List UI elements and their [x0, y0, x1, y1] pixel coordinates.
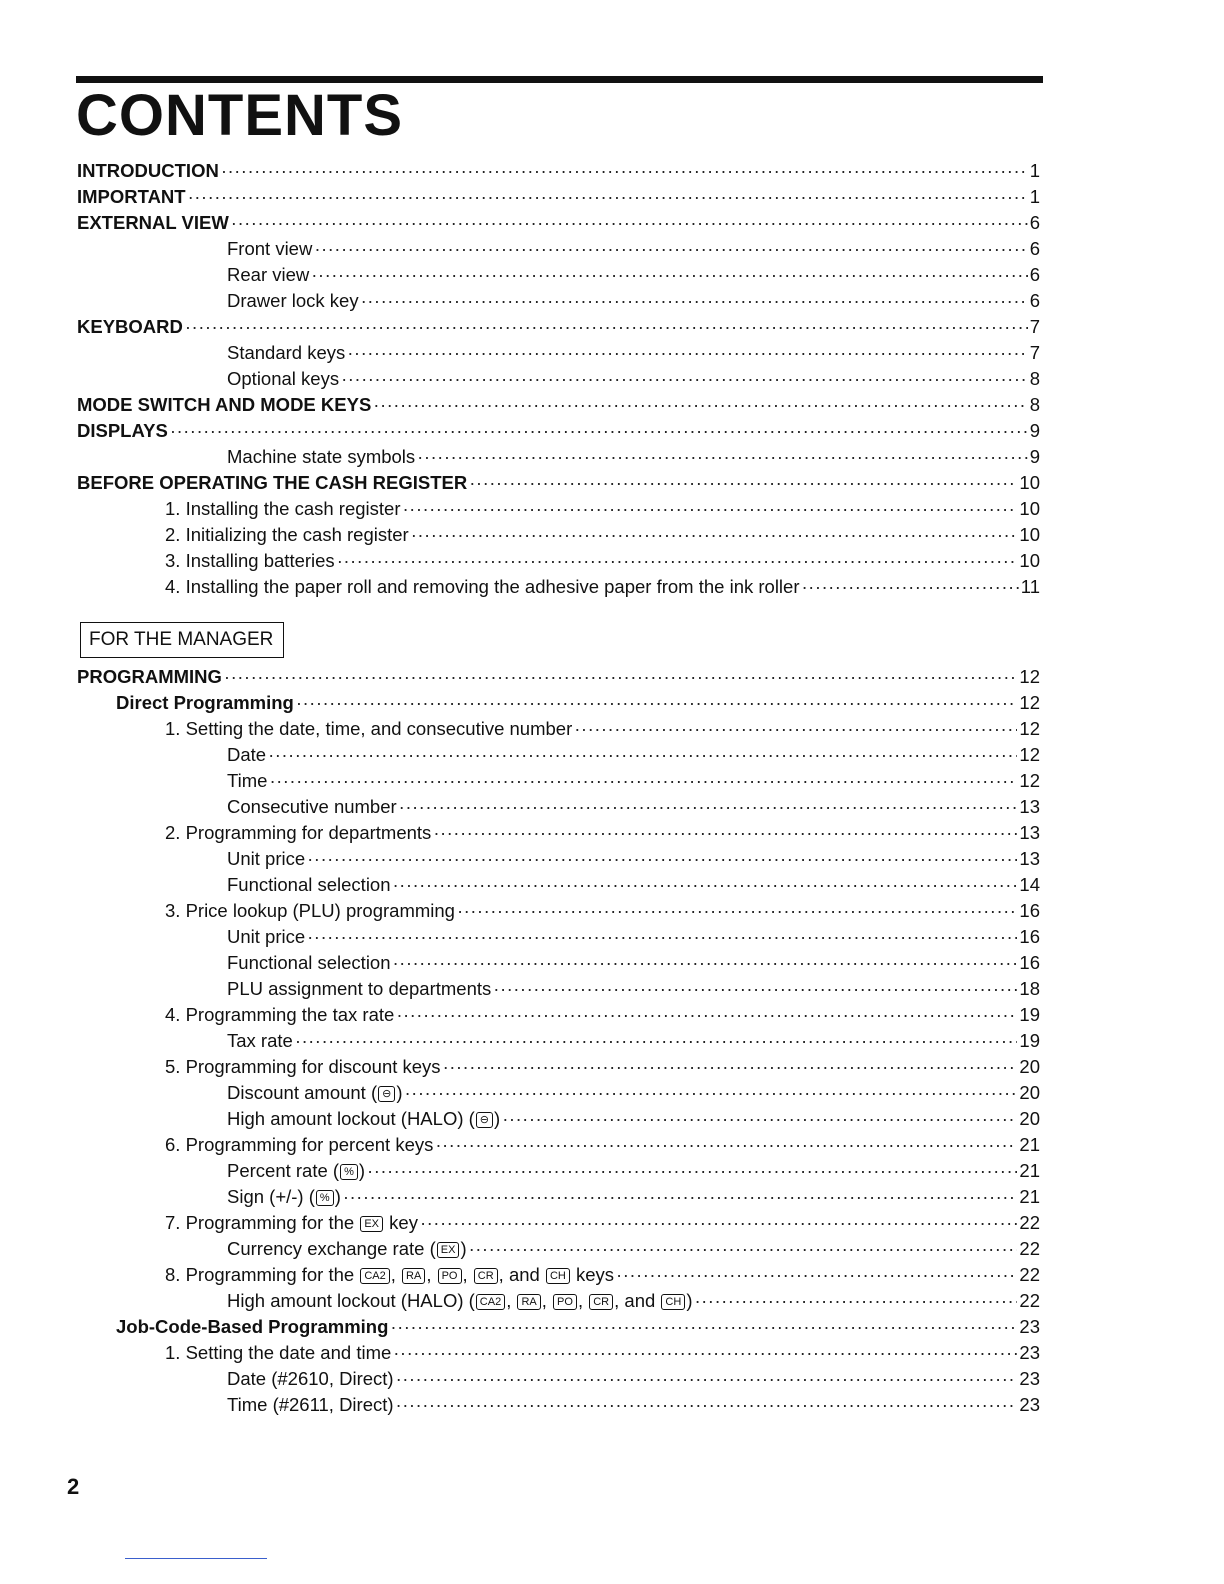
toc-entry — [77, 1392, 1040, 1418]
toc-entry — [77, 1002, 1040, 1028]
toc-dot-leader — [396, 1392, 1018, 1418]
toc-entry-page: 7 — [1029, 342, 1040, 363]
toc-entry — [77, 392, 1040, 418]
toc-dot-leader — [502, 1106, 1017, 1132]
toc-entry-label: 4. Programming the tax rate — [165, 1004, 395, 1025]
toc-entry — [77, 1184, 1040, 1210]
toc-entry — [77, 1028, 1040, 1054]
toc-entry-page: 16 — [1019, 952, 1040, 973]
key-glyph-icon: CR — [474, 1268, 498, 1284]
toc-dot-leader — [390, 1314, 1017, 1340]
toc-entry — [77, 496, 1040, 522]
toc-entry-page: 20 — [1019, 1082, 1040, 1103]
bottom-line — [125, 1558, 267, 1559]
toc-entry — [77, 1132, 1040, 1158]
toc-entry-label: PLU assignment to departments — [227, 978, 492, 999]
key-glyph-icon: CA2 — [476, 1294, 505, 1310]
toc-dot-leader — [399, 794, 1018, 820]
toc-dot-leader — [221, 158, 1028, 184]
toc-entry-label: EXTERNAL VIEW — [77, 212, 229, 233]
toc-entry-label: Discount amount ( ⊖ ) — [227, 1082, 403, 1103]
toc-entry — [77, 340, 1040, 366]
toc-entry-page: 20 — [1019, 1108, 1040, 1129]
key-glyph-icon: ⊖ — [378, 1086, 395, 1102]
toc-dot-leader — [694, 1288, 1017, 1314]
toc-entry-page: 12 — [1019, 718, 1040, 739]
toc-entry-label: 2. Programming for departments — [165, 822, 432, 843]
key-glyph-icon: RA — [517, 1294, 540, 1310]
toc-entry-label: Functional selection — [227, 952, 391, 973]
toc-entry-label: 5. Programming for discount keys — [165, 1056, 441, 1077]
toc-entry-label: Machine state symbols — [227, 446, 416, 467]
toc-entry — [77, 288, 1040, 314]
toc-dot-leader — [307, 846, 1017, 872]
toc-entry — [77, 742, 1040, 768]
toc-dot-leader — [417, 444, 1028, 470]
toc-entry-page: 12 — [1019, 744, 1040, 765]
toc-entry — [77, 898, 1040, 924]
toc-entry-page: 22 — [1019, 1264, 1040, 1285]
toc-entry-page: 19 — [1019, 1030, 1040, 1051]
key-glyph-icon: CA2 — [360, 1268, 389, 1284]
toc-entry — [77, 1340, 1040, 1366]
toc-entry-label: Tax rate — [227, 1030, 293, 1051]
toc-entry-page: 12 — [1019, 692, 1040, 713]
toc-entry — [77, 574, 1040, 600]
toc-entry-label: 4. Installing the paper roll and removing the adhesive paper from the ink roller — [165, 576, 800, 597]
toc-entry-label: Percent rate ( % ) — [227, 1160, 366, 1181]
toc-entry — [77, 1366, 1040, 1392]
toc-entry-label: INTRODUCTION — [77, 160, 219, 181]
toc-entry-label: Time — [227, 770, 268, 791]
toc-entry — [77, 444, 1040, 470]
toc-dot-leader — [188, 184, 1028, 210]
toc-entry-page: 23 — [1019, 1342, 1040, 1363]
toc-entry-label: Sign (+/-) ( % ) — [227, 1186, 341, 1207]
toc-entry-page: 23 — [1019, 1316, 1040, 1337]
toc-dot-leader — [393, 1340, 1017, 1366]
toc-dot-leader — [802, 574, 1019, 600]
toc-section-manager — [77, 664, 1040, 1418]
toc-entry — [77, 314, 1040, 340]
toc-dot-leader — [420, 1210, 1017, 1236]
toc-entry-page: 12 — [1019, 770, 1040, 791]
toc-dot-leader — [457, 898, 1017, 924]
toc-entry-label: 7. Programming for the EX key — [165, 1212, 418, 1233]
toc-entry — [77, 950, 1040, 976]
toc-entry-page: 14 — [1019, 874, 1040, 895]
toc-entry — [77, 366, 1040, 392]
key-glyph-icon: CH — [661, 1294, 685, 1310]
page-title: CONTENTS — [76, 83, 403, 148]
toc-section-general — [77, 158, 1040, 600]
toc-dot-leader — [185, 314, 1028, 340]
toc-entry — [77, 418, 1040, 444]
toc-dot-leader — [469, 470, 1017, 496]
toc-entry — [77, 548, 1040, 574]
toc-entry — [77, 1054, 1040, 1080]
toc-entry-label: PROGRAMMING — [77, 666, 222, 687]
toc-entry — [77, 1262, 1040, 1288]
page-number: 2 — [67, 1474, 80, 1499]
toc-dot-leader — [231, 210, 1028, 236]
toc-entry-label: Consecutive number — [227, 796, 397, 817]
key-glyph-icon: RA — [402, 1268, 425, 1284]
toc-entry-label: Unit price — [227, 848, 306, 869]
toc-dot-leader — [341, 366, 1028, 392]
toc-dot-leader — [170, 418, 1028, 444]
toc-dot-leader — [393, 950, 1018, 976]
toc-entry-page: 16 — [1019, 900, 1040, 921]
toc-entry-label: MODE SWITCH AND MODE KEYS — [77, 394, 372, 415]
toc-entry-label: Time (#2611, Direct) — [227, 1394, 394, 1415]
toc-dot-leader — [469, 1236, 1018, 1262]
toc-entry-page: 6 — [1029, 290, 1040, 311]
toc-dot-leader — [268, 742, 1017, 768]
toc-dot-leader — [347, 340, 1027, 366]
toc-entry-label: Drawer lock key — [227, 290, 359, 311]
toc-entry — [77, 522, 1040, 548]
toc-entry-page: 10 — [1019, 498, 1040, 519]
toc-entry-page: 13 — [1019, 822, 1040, 843]
toc-entry-page: 23 — [1019, 1394, 1040, 1415]
toc-dot-leader — [367, 1158, 1017, 1184]
toc-dot-leader — [224, 664, 1018, 690]
toc-entry — [77, 1158, 1040, 1184]
toc-entry — [77, 872, 1040, 898]
toc-entry — [77, 470, 1040, 496]
toc-dot-leader — [343, 1184, 1018, 1210]
toc-dot-leader — [435, 1132, 1017, 1158]
toc-entry — [77, 924, 1040, 950]
toc-entry-page: 13 — [1019, 848, 1040, 869]
toc-dot-leader — [269, 768, 1017, 794]
toc-entry-label: Direct Programming — [116, 692, 294, 713]
key-glyph-icon: PO — [553, 1294, 577, 1310]
toc-dot-leader — [405, 1080, 1018, 1106]
toc-entry-page: 10 — [1019, 550, 1040, 571]
toc-entry-label: Job-Code-Based Programming — [116, 1316, 389, 1337]
toc-entry — [77, 1288, 1040, 1314]
toc-entry-label: Functional selection — [227, 874, 391, 895]
toc-entry-page: 10 — [1019, 524, 1040, 545]
toc-entry — [77, 846, 1040, 872]
toc-entry-label: KEYBOARD — [77, 316, 183, 337]
toc-entry-label: Front view — [227, 238, 313, 259]
toc-entry-page: 16 — [1019, 926, 1040, 947]
toc-entry-page: 18 — [1019, 978, 1040, 999]
toc-entry — [77, 976, 1040, 1002]
toc-dot-leader — [393, 872, 1018, 898]
key-glyph-icon: CH — [546, 1268, 570, 1284]
toc-entry — [77, 184, 1040, 210]
toc-entry-label: IMPORTANT — [77, 186, 186, 207]
toc-entry-label: 3. Price lookup (PLU) programming — [165, 900, 455, 921]
toc-dot-leader — [396, 1366, 1018, 1392]
toc-entry-label: 1. Setting the date, time, and consecutive number — [165, 718, 573, 739]
toc-dot-leader — [361, 288, 1028, 314]
toc-entry — [77, 794, 1040, 820]
toc-entry-page: 1 — [1029, 186, 1040, 207]
toc-dot-leader — [403, 496, 1018, 522]
toc-entry-page: 9 — [1029, 446, 1040, 467]
toc-entry-label: 3. Installing batteries — [165, 550, 335, 571]
toc-entry-label: Date — [227, 744, 267, 765]
toc-entry-label: 1. Setting the date and time — [165, 1342, 392, 1363]
toc-entry-page: 19 — [1019, 1004, 1040, 1025]
toc-dot-leader — [493, 976, 1017, 1002]
toc-dot-leader — [396, 1002, 1017, 1028]
toc-entry-page: 12 — [1019, 666, 1040, 687]
key-glyph-icon: ⊖ — [476, 1112, 493, 1128]
toc-entry — [77, 210, 1040, 236]
top-rule — [76, 76, 1043, 83]
toc-entry — [77, 768, 1040, 794]
toc-entry-page: 22 — [1019, 1238, 1040, 1259]
toc-entry — [77, 1106, 1040, 1132]
toc-dot-leader — [616, 1262, 1017, 1288]
toc-dot-leader — [373, 392, 1027, 418]
toc-entry — [77, 1314, 1040, 1340]
toc-entry-page: 8 — [1029, 394, 1040, 415]
toc-entry-label: DISPLAYS — [77, 420, 168, 441]
key-glyph-icon: % — [340, 1164, 358, 1180]
toc-entry — [77, 1210, 1040, 1236]
toc-entry-page: 21 — [1019, 1160, 1040, 1181]
toc-dot-leader — [411, 522, 1018, 548]
toc-dot-leader — [311, 262, 1027, 288]
toc-dot-leader — [443, 1054, 1018, 1080]
toc-entry-page: 10 — [1019, 472, 1040, 493]
toc-entry — [77, 1080, 1040, 1106]
toc-entry-page: 6 — [1029, 238, 1040, 259]
toc-entry-page: 21 — [1019, 1134, 1040, 1155]
toc-entry-page: 22 — [1019, 1290, 1040, 1311]
toc-entry-label: Standard keys — [227, 342, 346, 363]
key-glyph-icon: EX — [360, 1216, 383, 1232]
toc-entry-page: 6 — [1029, 212, 1040, 233]
toc-entry — [77, 716, 1040, 742]
key-glyph-icon: EX — [437, 1242, 460, 1258]
toc-entry-page: 8 — [1029, 368, 1040, 389]
toc-entry-page: 6 — [1029, 264, 1040, 285]
toc-entry-page: 23 — [1019, 1368, 1040, 1389]
toc-entry-label: Date (#2610, Direct) — [227, 1368, 394, 1389]
toc-dot-leader — [295, 1028, 1018, 1054]
table-of-contents — [77, 158, 1040, 1418]
toc-entry-label: 2. Initializing the cash register — [165, 524, 409, 545]
toc-dot-leader — [307, 924, 1017, 950]
toc-dot-leader — [314, 236, 1027, 262]
toc-entry-label: Unit price — [227, 926, 306, 947]
toc-dot-leader — [433, 820, 1017, 846]
toc-entry-label: Currency exchange rate ( EX ) — [227, 1238, 467, 1259]
toc-dot-leader — [574, 716, 1017, 742]
toc-entry-label: 6. Programming for percent keys — [165, 1134, 434, 1155]
toc-entry-page: 11 — [1020, 576, 1040, 597]
toc-entry — [77, 664, 1040, 690]
toc-entry-label: High amount lockout (HALO) ( ⊖ ) — [227, 1108, 501, 1129]
toc-entry-page: 13 — [1019, 796, 1040, 817]
toc-dot-leader — [296, 690, 1018, 716]
toc-entry — [77, 1236, 1040, 1262]
key-glyph-icon: CR — [589, 1294, 613, 1310]
toc-entry — [77, 262, 1040, 288]
toc-entry-label: BEFORE OPERATING THE CASH REGISTER — [77, 472, 468, 493]
section-box-for-the-manager: FOR THE MANAGER — [80, 622, 284, 658]
toc-entry — [77, 158, 1040, 184]
toc-entry — [77, 236, 1040, 262]
key-glyph-icon: PO — [438, 1268, 462, 1284]
toc-entry-page: 22 — [1019, 1212, 1040, 1233]
toc-entry-label: High amount lockout (HALO) ( CA2 , RA , PO , CR , and CH ) — [227, 1290, 693, 1311]
toc-entry-label: Optional keys — [227, 368, 340, 389]
toc-entry — [77, 820, 1040, 846]
toc-entry-page: 20 — [1019, 1056, 1040, 1077]
key-glyph-icon: % — [316, 1190, 334, 1206]
toc-entry-page: 7 — [1029, 316, 1040, 337]
toc-entry — [77, 690, 1040, 716]
toc-entry-label: Rear view — [227, 264, 310, 285]
toc-entry-page: 9 — [1029, 420, 1040, 441]
toc-entry-label: 1. Installing the cash register — [165, 498, 401, 519]
toc-entry-page: 1 — [1029, 160, 1040, 181]
toc-entry-page: 21 — [1019, 1186, 1040, 1207]
toc-entry-label: 8. Programming for the CA2 , RA , PO , CR , and CH keys — [165, 1264, 615, 1285]
toc-dot-leader — [337, 548, 1018, 574]
